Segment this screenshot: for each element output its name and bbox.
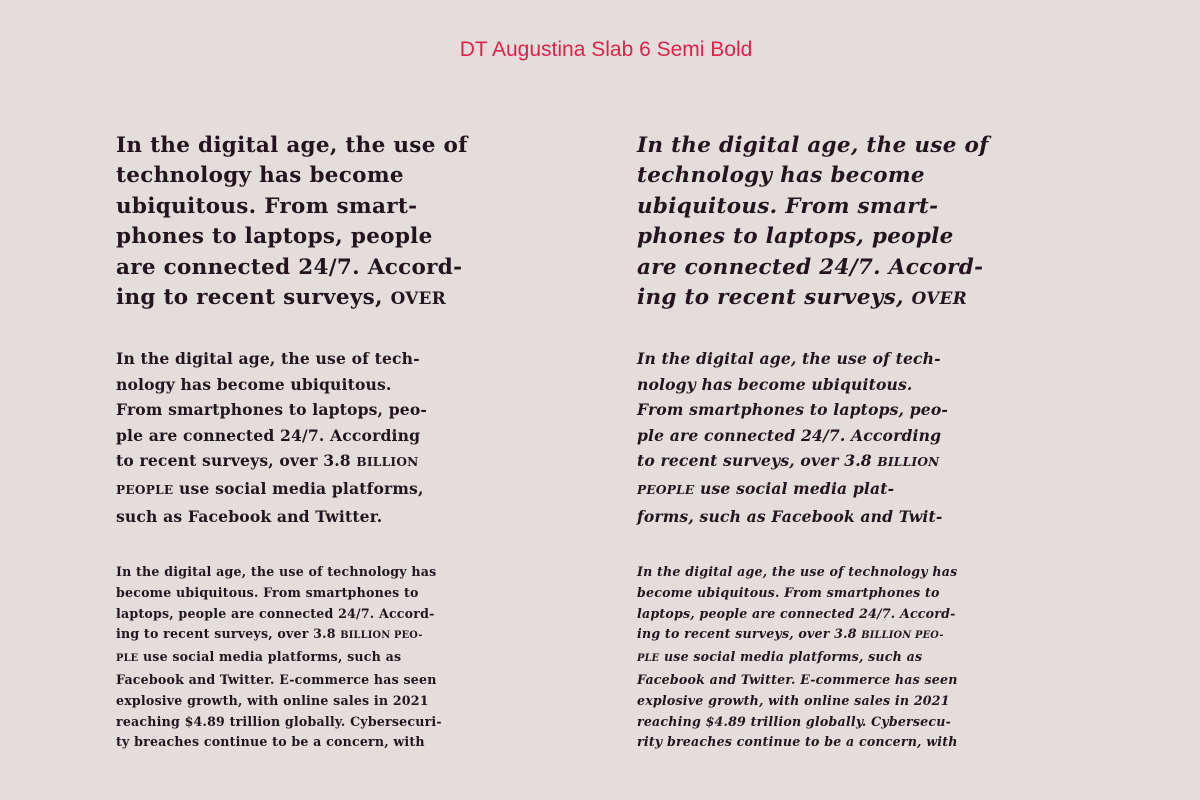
specimen-line: ing to recent surveys, over 3.8 BILLION PEO- xyxy=(637,626,944,642)
specimen-line: are connected 24/7. Accord- xyxy=(637,254,984,280)
italic-medium-specimen xyxy=(637,346,948,529)
specimen-line: to recent surveys, over 3.8 BILLION xyxy=(116,451,419,471)
specimen-line: From smartphones to laptops, peo- xyxy=(116,400,428,420)
specimen-line: nology has become ubiquitous. xyxy=(116,374,392,394)
specimen-line: reaching $4.89 trillion globally. Cybersecuri- xyxy=(116,713,442,729)
specimen-line: In the digital age, the use of technology has xyxy=(637,564,958,579)
small-caps-text: BILLION xyxy=(877,455,940,470)
specimen-line: Facebook and Twitter. E-commerce has seen xyxy=(637,671,958,687)
specimen-line: ple are connected 24/7. According xyxy=(637,425,942,445)
specimen-line: rity breaches continue to be a concern, with xyxy=(637,734,958,750)
specimen-line: In the digital age, the use of tech- xyxy=(637,349,941,368)
specimen-line: explosive growth, with online sales in 2021 xyxy=(637,692,950,708)
small-caps-text: BILLION PEO- xyxy=(340,630,423,642)
specimen-line: laptops, people are connected 24/7. Accord- xyxy=(116,605,435,621)
specimen-line: phones to laptops, people xyxy=(637,224,954,250)
specimen-line: explosive growth, with online sales in 2021 xyxy=(116,692,429,708)
specimen-line: From smartphones to laptops, peo- xyxy=(637,400,949,420)
specimen-line: forms, such as Facebook and Twit- xyxy=(637,506,943,526)
specimen-line: are connected 24/7. Accord- xyxy=(116,254,463,280)
specimen-line: to recent surveys, over 3.8 BILLION xyxy=(637,451,940,471)
specimen-line: ing to recent surveys, OVER xyxy=(116,285,446,311)
small-caps-text: PLE xyxy=(116,653,139,665)
specimen-line: ing to recent surveys, over 3.8 BILLION PEO- xyxy=(116,626,423,642)
specimen-line: become ubiquitous. From smartphones to xyxy=(116,584,419,600)
specimen-line: phones to laptops, people xyxy=(116,224,433,250)
small-caps-text: PLE xyxy=(637,653,660,665)
specimen-line: In the digital age, the use of xyxy=(116,133,468,158)
specimen-line: technology has become xyxy=(116,163,404,189)
small-caps-text: OVER xyxy=(390,288,446,309)
specimen-line: ing to recent surveys, OVER xyxy=(637,285,967,311)
regular-small-specimen xyxy=(116,562,442,753)
specimen-line: such as Facebook and Twitter. xyxy=(116,506,383,526)
small-caps-text: PEOPLE xyxy=(116,482,174,497)
specimen-line: reaching $4.89 trillion globally. Cybersecu- xyxy=(637,713,952,729)
specimen-line: In the digital age, the use of xyxy=(637,133,989,158)
italic-small-specimen xyxy=(637,562,958,753)
small-caps-text: BILLION xyxy=(356,455,419,470)
page-title: DT Augustina Slab 6 Semi Bold xyxy=(459,38,753,61)
small-caps-text: OVER xyxy=(911,288,967,309)
specimen-line: technology has become xyxy=(637,163,925,189)
specimen-line: ubiquitous. From smart- xyxy=(116,193,418,219)
italic-large-specimen xyxy=(637,131,989,313)
specimen-line: In the digital age, the use of tech- xyxy=(116,349,420,368)
specimen-line: PEOPLE use social media platforms, xyxy=(116,478,424,498)
specimen-line: nology has become ubiquitous. xyxy=(637,374,913,394)
specimen-line: ty breaches continue to be a concern, with xyxy=(116,734,425,750)
regular-medium-specimen xyxy=(116,346,427,529)
specimen-line: Facebook and Twitter. E-commerce has seen xyxy=(116,671,437,687)
regular-large-specimen xyxy=(116,131,468,313)
specimen-line: become ubiquitous. From smartphones to xyxy=(637,584,940,600)
specimen-line: ple are connected 24/7. According xyxy=(116,425,421,445)
small-caps-text: PEOPLE xyxy=(637,482,695,497)
specimen-line: PLE use social media platforms, such as xyxy=(116,649,402,665)
specimen-line: In the digital age, the use of technology has xyxy=(116,564,437,579)
specimen-line: ubiquitous. From smart- xyxy=(637,193,939,219)
specimen-line: PLE use social media platforms, such as xyxy=(637,649,923,665)
specimen-line: laptops, people are connected 24/7. Accord- xyxy=(637,605,956,621)
small-caps-text: BILLION PEO- xyxy=(861,630,944,642)
specimen-line: PEOPLE use social media plat- xyxy=(637,478,895,498)
